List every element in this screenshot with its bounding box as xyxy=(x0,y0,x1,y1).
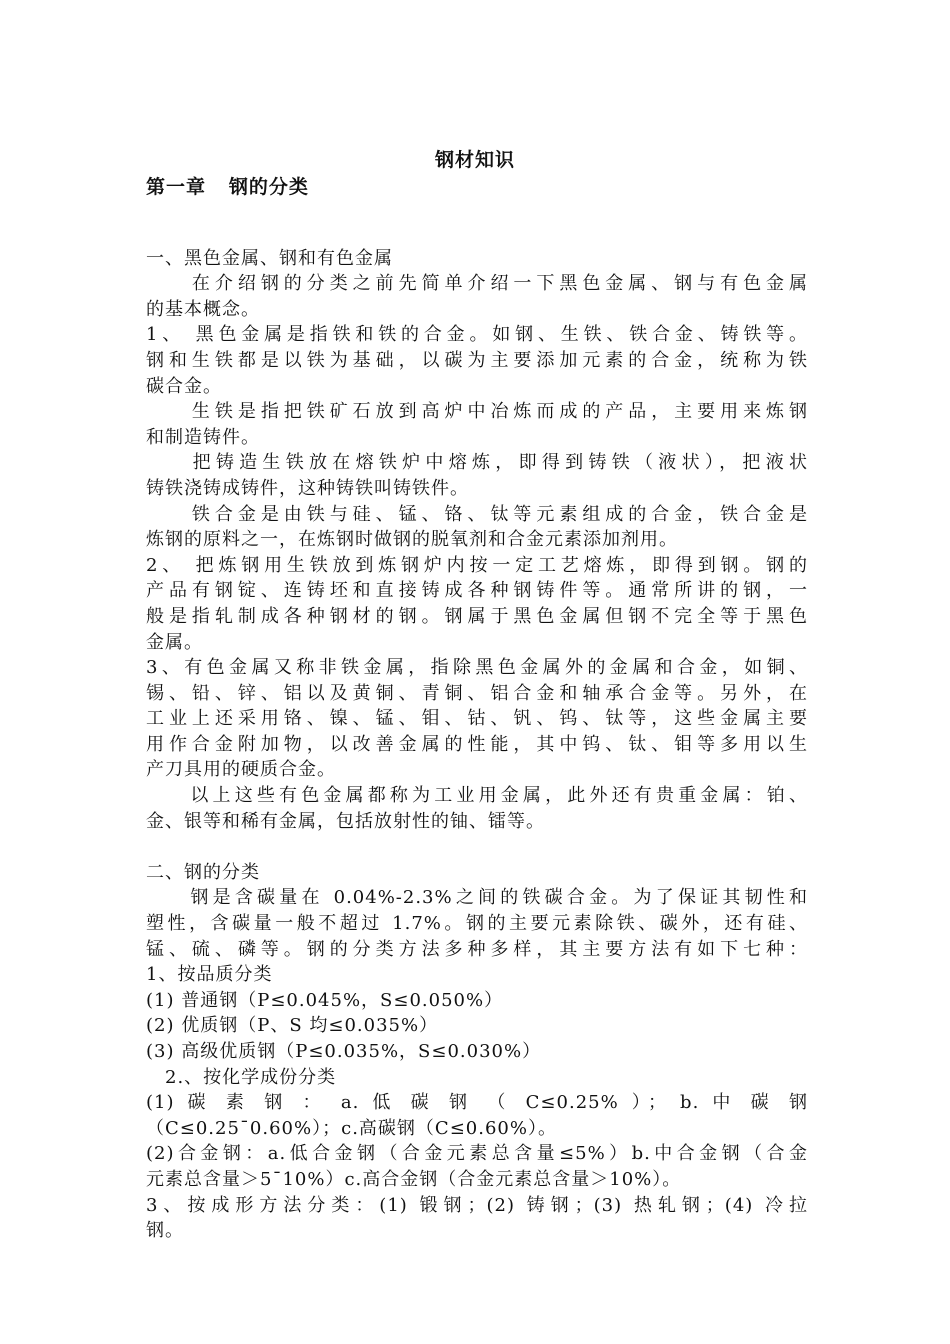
list-item: (1) 普通钢（P≤0.045%，S≤0.050%） xyxy=(146,989,504,1011)
paragraph-line: 钢是含碳量在 0.04%-2.3%之间的铁碳合金。为了保证其韧性和 xyxy=(146,887,808,909)
paragraph-line: 钢和生铁都是以铁为基础，以碳为主要添加元素的合金，统称为铁 xyxy=(146,349,808,371)
list-item: (1) 碳 素 钢 ： a. 低 碳 钢 （ C≤0.25% ）； b. 中 碳 钢 xyxy=(146,1092,808,1114)
paragraph-line: 工业上还采用铬、镍、锰、钼、钴、钒、钨、钛等，这些金属主要 xyxy=(146,708,808,730)
paragraph-line: 铸铁浇铸成铸件，这种铸铁叫铸铁件。 xyxy=(146,477,469,499)
list-item: 元素总含量＞5¯10%）c.高合金钢（合金元素总含量＞10%）。 xyxy=(146,1168,682,1190)
paragraph-line: 的基本概念。 xyxy=(146,298,260,320)
paragraph-line: 用作合金附加物，以改善金属的性能，其中钨、钛、钼等多用以生 xyxy=(146,733,808,755)
section-heading-1: 一、黑色金属、钢和有色金属 xyxy=(146,247,393,269)
paragraph-line: 生铁是指把铁矿石放到高炉中冶炼而成的产品，主要用来炼钢 xyxy=(146,401,808,423)
paragraph-line: 把铸造生铁放在熔铁炉中熔炼，即得到铸铁（液状），把液状 xyxy=(146,452,808,474)
paragraph-line: 以上这些有色金属都称为工业用金属，此外还有贵重金属：铂、 xyxy=(146,785,808,807)
paragraph-line: 金属。 xyxy=(146,631,203,653)
section-heading-2: 二、钢的分类 xyxy=(146,861,260,883)
list-item: (2) 优质钢（P、S 均≤0.035%） xyxy=(146,1015,439,1037)
list-item: 3、按成形方法分类：(1) 锻钢；(2) 铸钢；(3) 热轧钢；(4) 冷拉 xyxy=(146,1194,808,1216)
paragraph-line: 般是指轧制成各种钢材的钢。钢属于黑色金属但钢不完全等于黑色 xyxy=(146,605,808,627)
paragraph-line: 产品有钢锭、连铸坯和直接铸成各种钢铸件等。通常所讲的钢，一 xyxy=(146,580,808,602)
document-title: 钢材知识 xyxy=(434,149,515,171)
paragraph-line: 炼钢的原料之一，在炼钢时做钢的脱氧剂和合金元素添加剂用。 xyxy=(146,529,678,551)
paragraph-line: 1、 黑色金属是指铁和铁的合金。如钢、生铁、铁合金、铸铁等。 xyxy=(146,324,808,346)
list-item: （C≤0.25¯0.60%）；c.高碳钢（C≤0.60%）。 xyxy=(146,1117,557,1139)
paragraph-line: 和制造铸件。 xyxy=(146,426,260,448)
spacer xyxy=(146,220,808,246)
document-body xyxy=(146,220,808,1244)
paragraph-line: 碳合金。 xyxy=(146,375,222,397)
paragraph-line: 在介绍钢的分类之前先简单介绍一下黑色金属、钢与有色金属 xyxy=(146,273,808,295)
paragraph-line: 锡、铅、锌、铝以及黄铜、青铜、铝合金和轴承合金等。另外，在 xyxy=(146,682,808,704)
paragraph-line: 2、 把炼钢用生铁放到炼钢炉内按一定工艺熔炼，即得到钢。钢的 xyxy=(146,554,808,576)
list-heading: 1、按品质分类 xyxy=(146,964,273,986)
paragraph-line: 金、银等和稀有金属，包括放射性的铀、镭等。 xyxy=(146,810,545,832)
paragraph-line: 铁合金是由铁与硅、锰、铬、钛等元素组成的合金，铁合金是 xyxy=(146,503,808,525)
paragraph-line: 3、有色金属又称非铁金属，指除黑色金属外的金属和合金，如铜、 xyxy=(146,657,808,679)
list-item: (2)合金钢：a.低合金钢（合金元素总含量≤5%）b.中合金钢（合金 xyxy=(146,1143,808,1165)
paragraph-line: 产刀具用的硬质合金。 xyxy=(146,759,336,781)
list-item: 钢。 xyxy=(146,1220,184,1242)
list-item: (3) 高级优质钢（P≤0.035%，S≤0.030%） xyxy=(146,1041,542,1062)
paragraph-line: 锰、硫、磷等。钢的分类方法多种多样，其主要方法有如下七种： xyxy=(146,938,808,960)
paragraph-line: 塑性，含碳量一般不超过 1.7%。钢的主要元素除铁、碳外，还有硅、 xyxy=(146,913,808,935)
chapter-heading: 第一章 钢的分类 xyxy=(146,176,309,198)
spacer xyxy=(146,834,808,860)
list-heading: 2.、按化学成份分类 xyxy=(146,1066,337,1088)
